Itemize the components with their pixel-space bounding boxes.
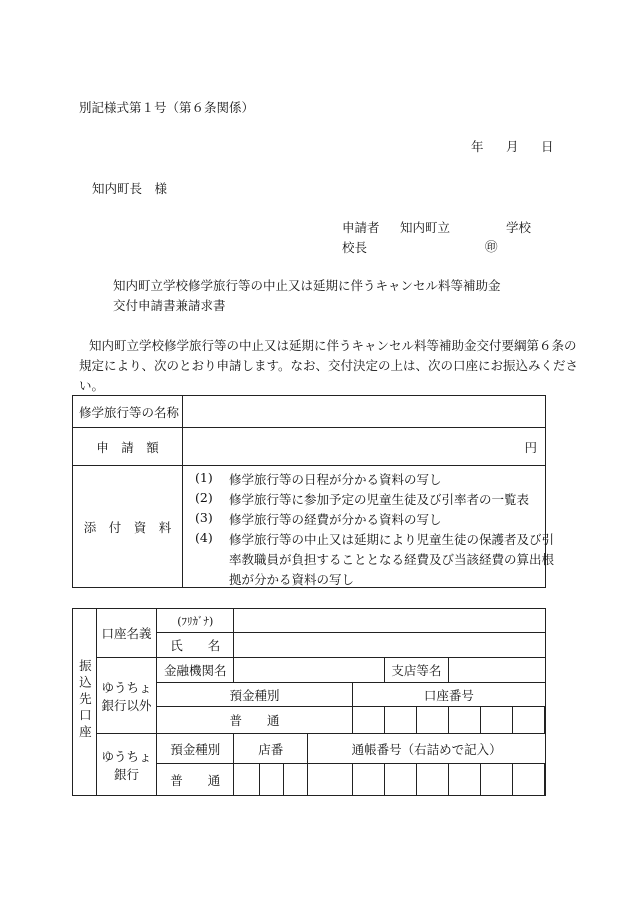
bank-name-field[interactable] xyxy=(234,658,384,683)
passbook-digit-4[interactable] xyxy=(416,764,448,796)
attachments-list xyxy=(183,466,555,588)
intro-line2: 規定により、次のとおり申請します。なお、交付決定の上は、次の口座にお振込みくださ xyxy=(79,358,579,373)
branch-name-field[interactable] xyxy=(449,658,546,683)
store-digit-2[interactable] xyxy=(259,764,283,796)
attach-text-4: 修学旅行等の中止又は延期により児童生徒の保護者及び引 xyxy=(229,532,555,547)
attachments-label: 添 付 資 料 xyxy=(73,466,183,588)
passbook-digit-1[interactable] xyxy=(308,764,353,796)
branch-name-label: 支店等名 xyxy=(384,658,448,683)
amount-label: 申 請 額 xyxy=(73,428,183,466)
form-label: 別記様式第１号（第６条関係） xyxy=(79,100,255,115)
deposit-type-label-yucho: 預金種別 xyxy=(157,734,234,764)
attach-text-1: 修学旅行等の日程が分かる資料の写し xyxy=(229,472,442,487)
yucho-label: ゆうちょ 銀行 xyxy=(96,734,156,796)
applicant-town: 知内町立 xyxy=(400,220,451,235)
futsu-label-yucho: 普 通 xyxy=(157,764,234,796)
passbook-digit-3[interactable] xyxy=(384,764,416,796)
attach-text-4-cont1: 率教職員が負担することとなる経費及び当該経費の算出根 xyxy=(229,552,555,567)
deposit-type-label: 預金種別 xyxy=(157,683,353,707)
title-line1: 知内町立学校修学旅行等の中止又は延期に伴うキャンセル料等補助金 xyxy=(113,278,501,293)
amount-unit: 円 xyxy=(524,439,537,455)
account-digit-6[interactable] xyxy=(512,707,544,734)
applicant-school: 学校 xyxy=(506,220,532,235)
account-digit-1[interactable] xyxy=(352,707,384,734)
intro-line3: い。 xyxy=(79,378,105,393)
account-digit-2[interactable] xyxy=(384,707,416,734)
futsu-label: 普 通 xyxy=(157,707,353,734)
furigana-label: (ﾌﾘｶﾞﾅ) xyxy=(157,609,234,633)
passbook-digit-7[interactable] xyxy=(512,764,544,796)
seal-mark: ㊞ xyxy=(485,239,498,254)
title-line2: 交付申請書兼請求書 xyxy=(113,298,226,313)
account-digit-3[interactable] xyxy=(416,707,448,734)
store-number-label: 店番 xyxy=(234,734,308,764)
attach-num-4: (4) xyxy=(195,530,213,545)
attach-text-3: 修学旅行等の経費が分かる資料の写し xyxy=(229,512,442,527)
amount-field[interactable] xyxy=(183,428,546,466)
application-table xyxy=(72,395,555,588)
passbook-digit-2[interactable] xyxy=(352,764,384,796)
bank-account-table xyxy=(72,608,546,796)
date-day: 日 xyxy=(541,139,554,154)
intro-line1: 知内町立学校修学旅行等の中止又は延期に伴うキャンセル料等補助金交付要綱第６条の xyxy=(89,338,577,353)
account-digit-4[interactable] xyxy=(449,707,481,734)
passbook-digit-8[interactable] xyxy=(545,764,546,796)
trip-name-field[interactable] xyxy=(183,396,546,428)
trip-name-label: 修学旅行等の名称 xyxy=(73,396,183,428)
passbook-digit-6[interactable] xyxy=(480,764,512,796)
store-digit-3[interactable] xyxy=(283,764,307,796)
bank-name-label: 金融機関名 xyxy=(157,658,234,683)
addressee: 知内町長 様 xyxy=(92,181,168,196)
furigana-field[interactable] xyxy=(234,609,546,633)
account-holder-label: 口座名義 xyxy=(96,609,156,658)
applicant-label: 申請者 xyxy=(342,220,380,235)
attach-num-1: (1) xyxy=(195,470,213,485)
account-digit-5[interactable] xyxy=(480,707,512,734)
date-month: 月 xyxy=(506,139,519,154)
transfer-account-side-label: 振込先口座 xyxy=(73,609,97,796)
account-digit-7[interactable] xyxy=(545,707,546,734)
store-digit-1[interactable] xyxy=(234,764,259,796)
name-label: 氏 名 xyxy=(157,633,234,658)
attach-num-2: (2) xyxy=(195,490,213,505)
name-field[interactable] xyxy=(234,633,546,658)
attach-text-2: 修学旅行等に参加予定の児童生徒及び引率者の一覧表 xyxy=(229,492,530,507)
passbook-digit-5[interactable] xyxy=(449,764,481,796)
passbook-number-label: 通帳番号（右詰めで記入） xyxy=(308,734,546,764)
date-year: 年 xyxy=(471,139,484,154)
attach-text-4-cont2: 拠が分かる資料の写し xyxy=(229,572,355,587)
non-yucho-label: ゆうちょ 銀行以外 xyxy=(96,658,156,734)
account-number-label: 口座番号 xyxy=(352,683,545,707)
principal-label: 校長 xyxy=(342,240,368,255)
attach-num-3: (3) xyxy=(195,510,213,525)
